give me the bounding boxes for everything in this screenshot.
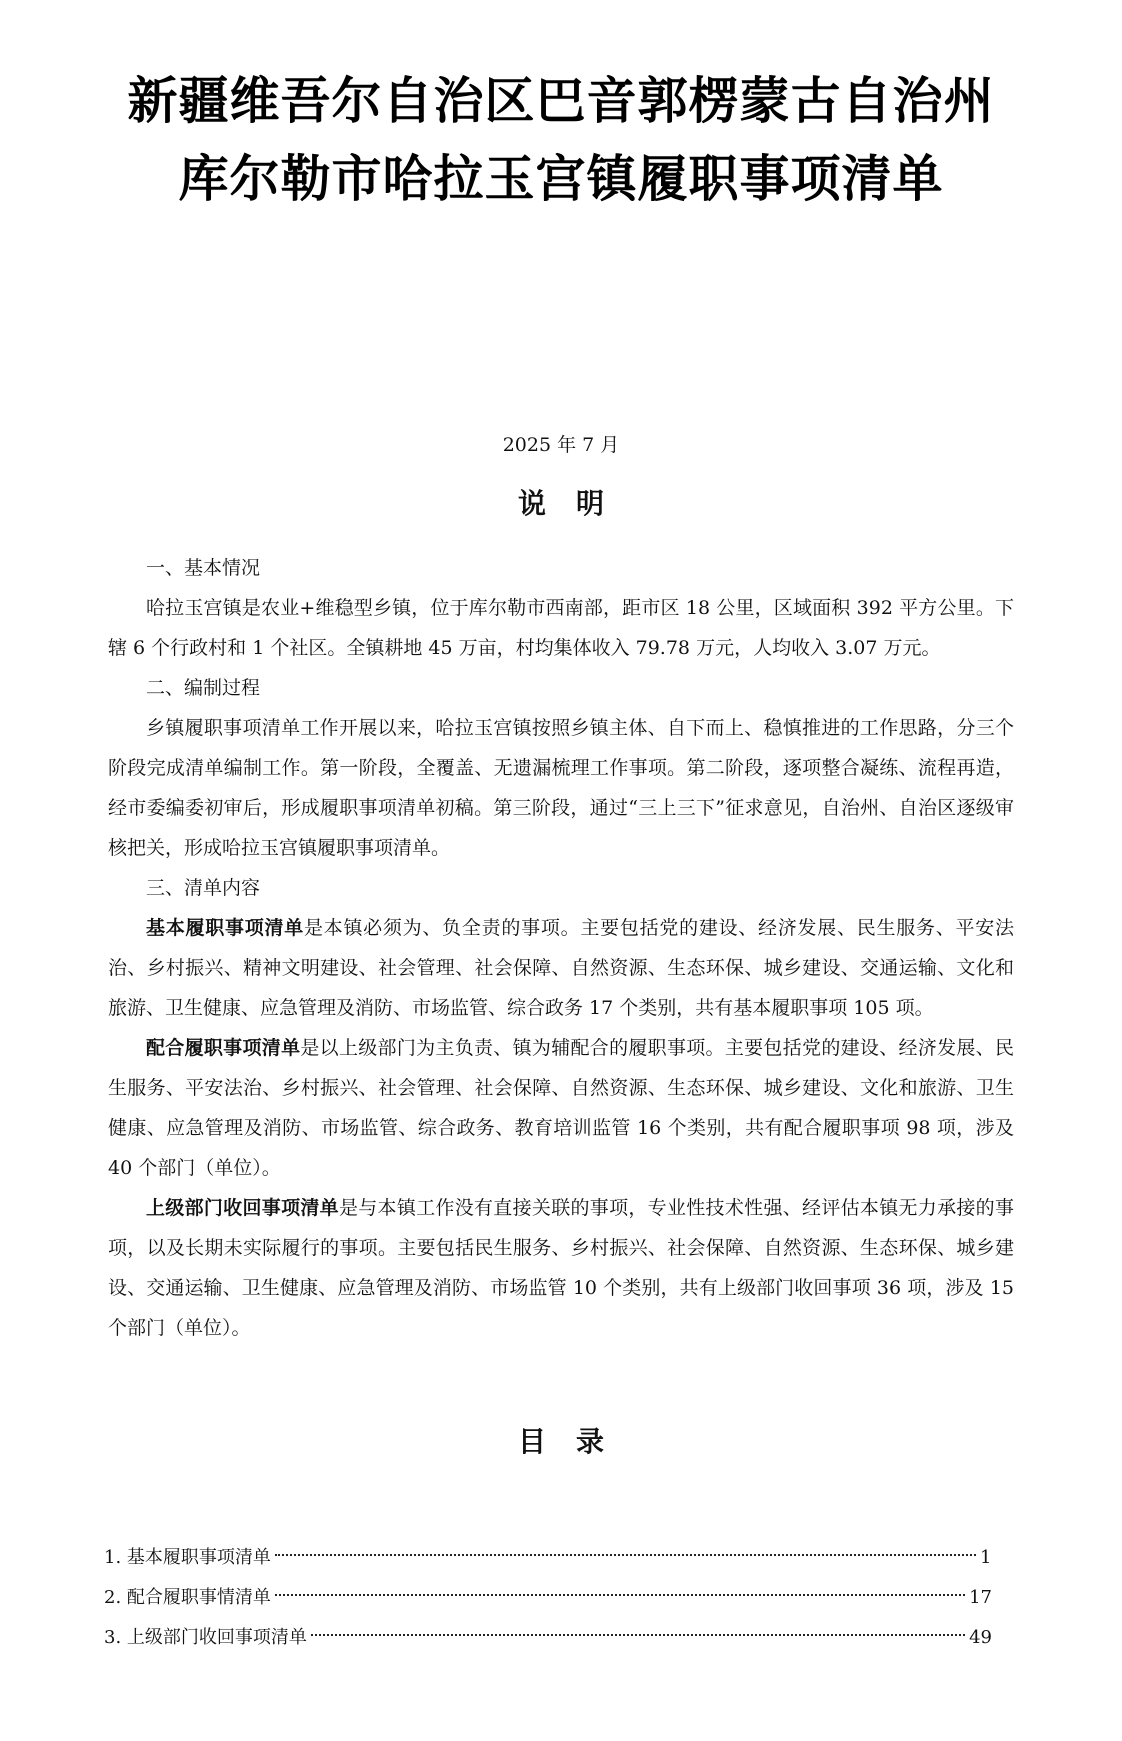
toc-entry-label: 3. 上级部门收回事项清单: [104, 1627, 307, 1648]
section-1-paragraph: 哈拉玉宫镇是农业+维稳型乡镇，位于库尔勒市西南部，距市区 18 公里，区域面积 392 平方公里。下辖 6 个行政村和 1 个社区。全镇耕地 45 万亩，村均集体收入 79.78 万元，人均收入 3.07 万元。: [108, 597, 1014, 659]
toc-entry-basic[interactable]: [104, 1538, 992, 1578]
reclaimed-duties-text: 是与本镇工作没有直接关联的事项，专业性技术性强、经评估本镇无力承接的事项，以及长期未实际履行的事项。主要包括民生服务、乡村振兴、社会保障、自然资源、生态环保、城乡建设、交通运输、卫生健康、应急管理及消防、市场监管 10 个类别，共有上级部门收回事项 36 项，涉及 15 个部门（单位）。: [108, 1197, 1014, 1339]
toc-leader-dots: [311, 1634, 965, 1636]
toc-entry-reclaimed[interactable]: [104, 1618, 992, 1658]
toc-entry-cooperative[interactable]: [104, 1578, 992, 1618]
explanation-heading: 说明: [517, 487, 634, 520]
explanation-body: [108, 548, 1014, 1348]
section-2-paragraph: 乡镇履职事项清单工作开展以来，哈拉玉宫镇按照乡镇主体、自下而上、稳慎推进的工作思路，分三个阶段完成清单编制工作。第一阶段，全覆盖、无遗漏梳理工作事项。第二阶段，逐项整合凝练、流程再造，经市委编委初审后，形成履职事项清单初稿。第三阶段，通过“三上三下”征求意见，自治州、自治区逐级审核把关，形成哈拉玉宫镇履职事项清单。: [108, 717, 1014, 859]
document-title: [0, 62, 1122, 218]
toc-entry-label: 2. 配合履职事情清单: [104, 1587, 271, 1608]
reclaimed-duties-term: 上级部门收回事项清单: [146, 1197, 339, 1219]
toc-entry-page: 17: [969, 1587, 992, 1608]
title-line-2: 库尔勒市哈拉玉宫镇履职事项清单: [178, 150, 944, 208]
basic-duties-paragraph: [108, 908, 1014, 1028]
title-line-1: 新疆维吾尔自治区巴音郭楞蒙古自治州: [127, 72, 995, 130]
basic-duties-term: 基本履职事项清单: [146, 917, 304, 939]
document-date: 2025 年 7 月: [502, 434, 620, 456]
toc-leader-dots: [275, 1594, 965, 1596]
toc-entry-label: 1. 基本履职事项清单: [104, 1547, 271, 1568]
section-1-heading: 一、基本情况: [146, 557, 261, 579]
toc-entry-page: 49: [969, 1627, 992, 1648]
toc-leader-dots: [275, 1554, 976, 1556]
section-3-heading: 三、清单内容: [146, 877, 261, 899]
cooperative-duties-text: 是以上级部门为主负责、镇为辅配合的履职事项。主要包括党的建设、经济发展、民生服务、平安法治、乡村振兴、社会管理、社会保障、自然资源、生态环保、城乡建设、文化和旅游、卫生健康、应急管理及消防、市场监管、综合政务、教育培训监管 16 个类别，共有配合履职事项 98 项，涉及 40 个部门（单位）。: [108, 1037, 1014, 1179]
table-of-contents: [104, 1538, 992, 1658]
cooperative-duties-term: 配合履职事项清单: [146, 1037, 301, 1059]
toc-heading: 目录: [517, 1425, 634, 1458]
section-2-heading: 二、编制过程: [146, 677, 261, 699]
cooperative-duties-paragraph: [108, 1028, 1014, 1188]
toc-entry-page: 1: [980, 1547, 992, 1568]
basic-duties-text: 是本镇必须为、负全责的事项。主要包括党的建设、经济发展、民生服务、平安法治、乡村振兴、精神文明建设、社会管理、社会保障、自然资源、生态环保、城乡建设、交通运输、文化和旅游、卫生健康、应急管理及消防、市场监管、综合政务 17 个类别，共有基本履职事项 105 项。: [108, 917, 1014, 1019]
reclaimed-duties-paragraph: [108, 1188, 1014, 1348]
